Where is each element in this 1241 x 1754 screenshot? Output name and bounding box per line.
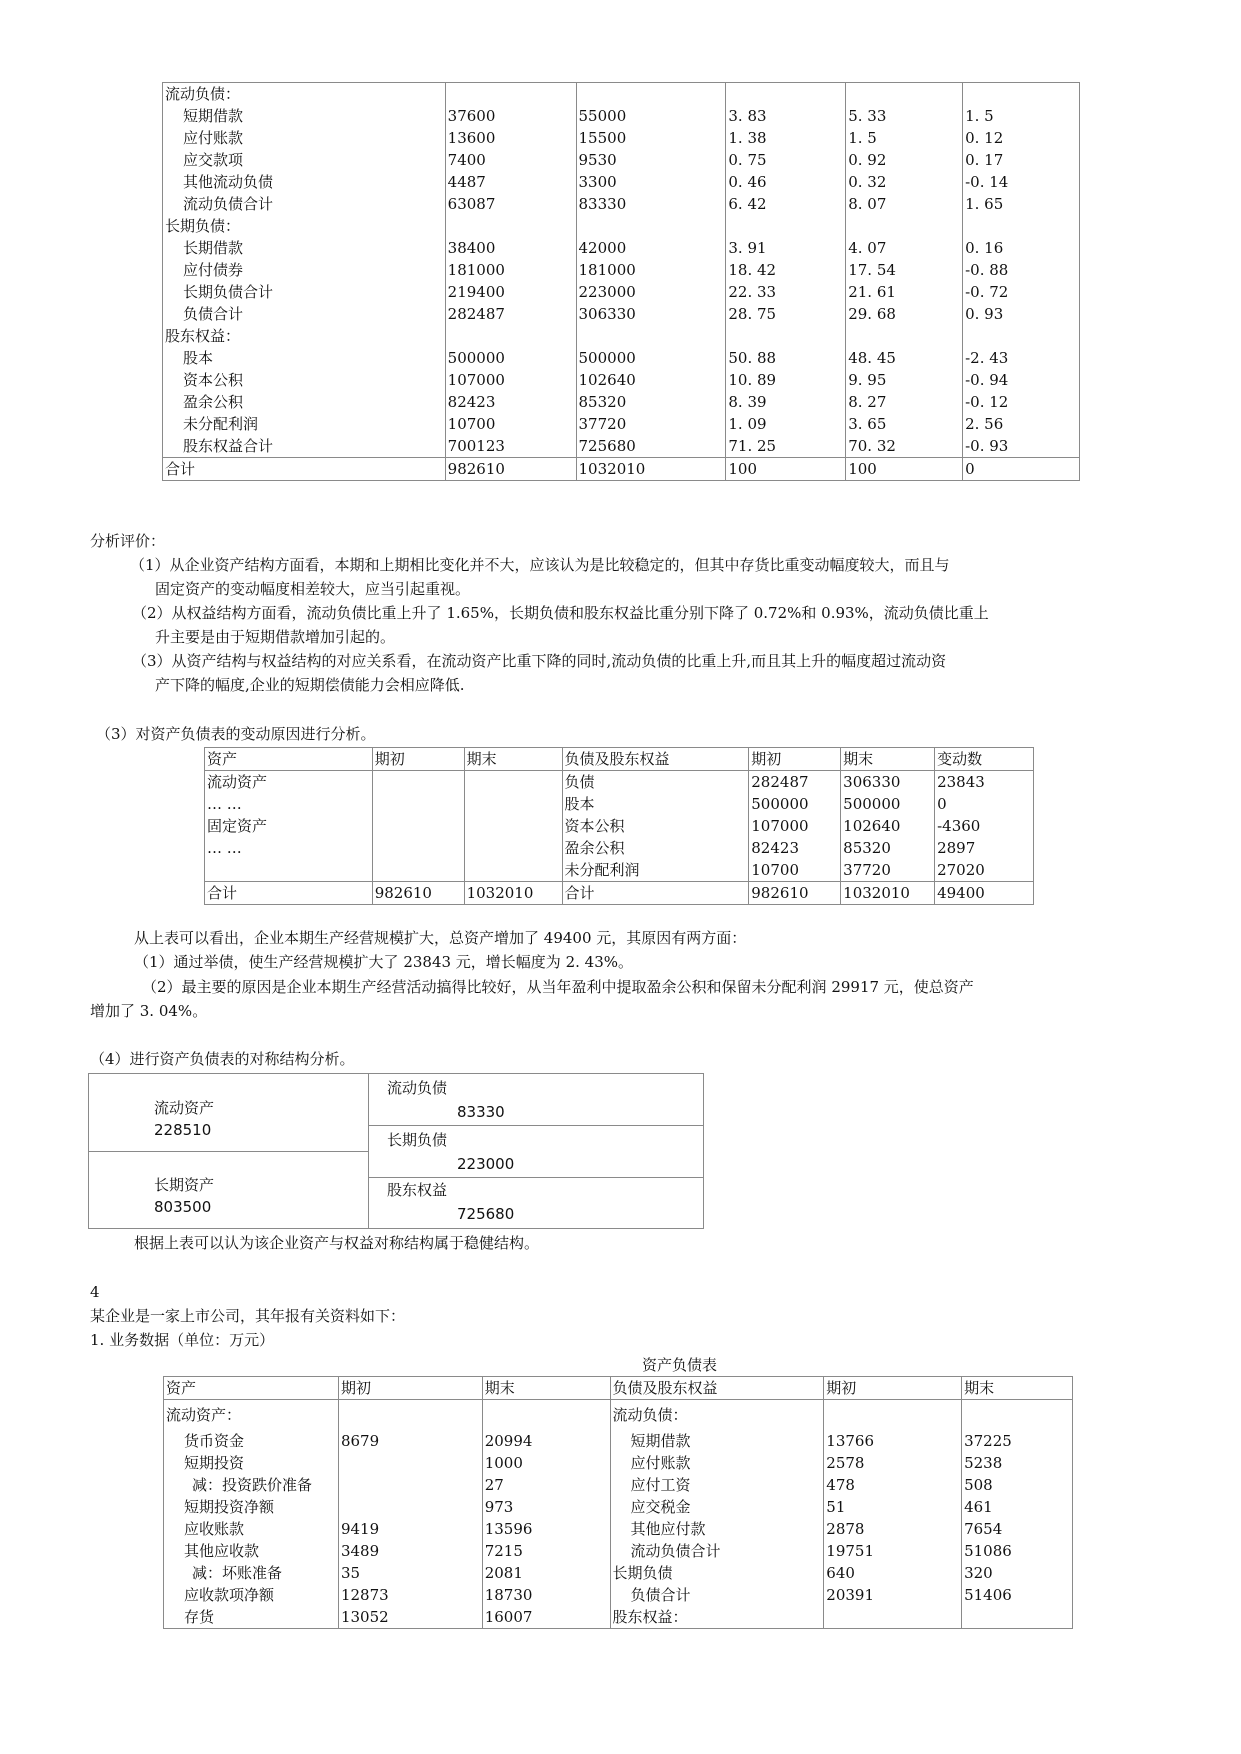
table-row xyxy=(163,281,1080,303)
cell-value xyxy=(963,325,1080,347)
balance-sheet-table xyxy=(163,1376,1073,1629)
cell-value: 5. 33 xyxy=(846,105,963,127)
cell-value: 0. 46 xyxy=(726,171,846,193)
cell-value: -0. 72 xyxy=(963,281,1080,303)
row-label: 股东权益合计 xyxy=(163,435,446,458)
table-row xyxy=(205,815,1034,837)
header-row xyxy=(164,1377,1073,1400)
empty-cell xyxy=(372,815,464,837)
long-assets-value: 803500 xyxy=(154,1198,212,1216)
column-header: 期末 xyxy=(962,1377,1073,1400)
cell-value: 982610 xyxy=(445,458,576,481)
cell-value: 282487 xyxy=(445,303,576,325)
column-header: 资产 xyxy=(205,748,373,771)
cell-value: 3. 65 xyxy=(846,413,963,435)
table-row xyxy=(164,1496,1073,1518)
table-row xyxy=(163,347,1080,369)
section4-heading: （4）进行资产负债表的对称结构分析。 xyxy=(90,1050,355,1068)
change-analysis-table xyxy=(204,747,1034,905)
section3-text3: （2）最主要的原因是企业本期生产经营活动搞得比较好，从当年盈利中提取盈余公积和保留未分配利润 29917 元，使总资产 xyxy=(142,978,974,996)
cell-value: 973 xyxy=(482,1496,610,1518)
table-row xyxy=(163,149,1080,171)
empty-cell xyxy=(372,771,464,794)
cell-value: 18730 xyxy=(482,1584,610,1606)
cell-value: 13600 xyxy=(445,127,576,149)
cell-value: 流动资产： xyxy=(164,1400,339,1427)
cell-value: -0. 88 xyxy=(963,259,1080,281)
table-row xyxy=(164,1562,1073,1584)
cell-value xyxy=(963,83,1080,106)
cell-value xyxy=(963,215,1080,237)
cell-value: 37720 xyxy=(576,413,726,435)
cell-value: 500000 xyxy=(749,793,841,815)
cell-value: 盈余公积 xyxy=(562,837,749,859)
cell-value: 减：坏账准备 xyxy=(164,1562,339,1584)
cell-value: 100 xyxy=(726,458,846,481)
cell-value: 0. 16 xyxy=(963,237,1080,259)
cell-value: 107000 xyxy=(445,369,576,391)
cell-value: 725680 xyxy=(576,435,726,458)
cell-value: 35 xyxy=(338,1562,482,1584)
cell-value: 0. 17 xyxy=(963,149,1080,171)
column-header: 期末 xyxy=(464,748,562,771)
column-header: 期末 xyxy=(482,1377,610,1400)
column-header: 期初 xyxy=(338,1377,482,1400)
section3-heading: （3）对资产负债表的变动原因进行分析。 xyxy=(96,725,376,743)
cell-value: 3489 xyxy=(338,1540,482,1562)
cell-value: 50. 88 xyxy=(726,347,846,369)
table-row xyxy=(164,1400,1073,1427)
table-row xyxy=(164,1452,1073,1474)
table-row xyxy=(164,1426,1073,1452)
cell-value: 应交税金 xyxy=(610,1496,824,1518)
cell-value: 82423 xyxy=(445,391,576,413)
column-header: 期初 xyxy=(824,1377,962,1400)
analysis-p3: （3）从资产结构与权益结构的对应关系看，在流动资产比重下降的同时,流动负债的比重上升,而且其上升的幅度超过流动资 xyxy=(132,652,947,670)
row-label: 流动负债： xyxy=(163,83,446,106)
cell-value: 流动负债合计 xyxy=(610,1540,824,1562)
cell-value: 0. 75 xyxy=(726,149,846,171)
row-label: 应付账款 xyxy=(163,127,446,149)
section3-text2: （1）通过举债，使生产经营规模扩大了 23843 元，增长幅度为 2. 43%。 xyxy=(134,953,633,971)
cell-value: 100 xyxy=(846,458,963,481)
column-header: 负债及股东权益 xyxy=(562,748,749,771)
cell-value: 15500 xyxy=(576,127,726,149)
cell-value: 102640 xyxy=(576,369,726,391)
cell-value: 7400 xyxy=(445,149,576,171)
cell-value: 资本公积 xyxy=(562,815,749,837)
cell-value: 9419 xyxy=(338,1518,482,1540)
cell-value xyxy=(576,325,726,347)
cell-value: 500000 xyxy=(576,347,726,369)
table-row xyxy=(163,193,1080,215)
table-row xyxy=(163,127,1080,149)
cell-value xyxy=(846,215,963,237)
cell-value xyxy=(338,1452,482,1474)
cell-value: 长期负债 xyxy=(610,1562,824,1584)
cell-value: 2878 xyxy=(824,1518,962,1540)
cell-value: 21. 61 xyxy=(846,281,963,303)
asset-cell: 流动资产 xyxy=(205,771,373,794)
cell-value: 应付账款 xyxy=(610,1452,824,1474)
row-label: 其他流动负债 xyxy=(163,171,446,193)
cell-value: 9. 95 xyxy=(846,369,963,391)
cell-value: -0. 93 xyxy=(963,435,1080,458)
column-header: 期初 xyxy=(372,748,464,771)
cell-value: 合计 xyxy=(205,882,373,905)
cell-value: 股本 xyxy=(562,793,749,815)
cell-value xyxy=(576,83,726,106)
cell-value: 20391 xyxy=(824,1584,962,1606)
cell-value: 640 xyxy=(824,1562,962,1584)
cell-value: 13596 xyxy=(482,1518,610,1540)
cell-value: 存货 xyxy=(164,1606,339,1629)
cell-value: 1032010 xyxy=(841,882,935,905)
table-row xyxy=(164,1518,1073,1540)
cell-value: 22. 33 xyxy=(726,281,846,303)
cell-value: 1000 xyxy=(482,1452,610,1474)
row-label: 应交款项 xyxy=(163,149,446,171)
column-header: 负债及股东权益 xyxy=(610,1377,824,1400)
cell-value: 其他应收款 xyxy=(164,1540,339,1562)
table-row xyxy=(163,325,1080,347)
cell-value xyxy=(726,83,846,106)
cell-value: 63087 xyxy=(445,193,576,215)
cell-value: 27020 xyxy=(935,859,1034,882)
cell-value: 219400 xyxy=(445,281,576,303)
analysis-heading: 分析评价： xyxy=(90,532,166,550)
cell-value: 3. 91 xyxy=(726,237,846,259)
cell-value: 982610 xyxy=(372,882,464,905)
cell-value: 85320 xyxy=(576,391,726,413)
cell-value: 短期借款 xyxy=(610,1426,824,1452)
cell-value: 0. 12 xyxy=(963,127,1080,149)
cell-value: 股东权益： xyxy=(610,1606,824,1629)
row-label: 流动负债合计 xyxy=(163,193,446,215)
cell-value: 4. 07 xyxy=(846,237,963,259)
row-label: 长期负债合计 xyxy=(163,281,446,303)
cell-value: 51086 xyxy=(962,1540,1073,1562)
long-assets-label: 长期资产 xyxy=(154,1176,215,1194)
cell-value xyxy=(726,325,846,347)
cell-value: -0. 14 xyxy=(963,171,1080,193)
cell-value xyxy=(846,83,963,106)
cell-value: 3300 xyxy=(576,171,726,193)
cell-value: 1032010 xyxy=(464,882,562,905)
table-row xyxy=(205,793,1034,815)
row-label: 股本 xyxy=(163,347,446,369)
cell-value: 合计 xyxy=(562,882,749,905)
cell-value: 83330 xyxy=(576,193,726,215)
table-row xyxy=(163,303,1080,325)
problem-number: 4 xyxy=(90,1283,100,1301)
long-liab-label: 长期负债 xyxy=(387,1131,448,1149)
column-header: 期初 xyxy=(749,748,841,771)
analysis-p1-cont: 固定资产的变动幅度相差较大，应当引起重视。 xyxy=(155,580,471,598)
current-assets-label: 流动资产 xyxy=(154,1099,215,1117)
empty-cell xyxy=(464,771,562,794)
cell-value: 28. 75 xyxy=(726,303,846,325)
cell-value: 8. 27 xyxy=(846,391,963,413)
analysis-p2-cont: 升主要是由于短期借款增加引起的。 xyxy=(155,628,396,646)
long-liab-value: 223000 xyxy=(457,1155,515,1173)
empty-cell xyxy=(372,837,464,859)
cell-value: 51406 xyxy=(962,1584,1073,1606)
cell-value: 1. 09 xyxy=(726,413,846,435)
cell-value: 12873 xyxy=(338,1584,482,1606)
cell-value xyxy=(338,1496,482,1518)
table-row xyxy=(163,391,1080,413)
cell-value: 70. 32 xyxy=(846,435,963,458)
cell-value: 8. 07 xyxy=(846,193,963,215)
cell-value: 8. 39 xyxy=(726,391,846,413)
equity-value: 725680 xyxy=(457,1205,515,1223)
cell-value: 8679 xyxy=(338,1426,482,1452)
cell-value: 700123 xyxy=(445,435,576,458)
cell-value: 0. 32 xyxy=(846,171,963,193)
cell-value: 982610 xyxy=(749,882,841,905)
cell-value: 223000 xyxy=(576,281,726,303)
cell-value: 20994 xyxy=(482,1426,610,1452)
table-row xyxy=(164,1606,1073,1629)
liability-structure-table xyxy=(162,82,1080,481)
cell-value: 18. 42 xyxy=(726,259,846,281)
current-liab-value: 83330 xyxy=(457,1103,505,1121)
cell-value: 应收款项净额 xyxy=(164,1584,339,1606)
section3-text1: 从上表可以看出，企业本期生产经营规模扩大，总资产增加了 49400 元，其原因有两方面： xyxy=(134,929,747,947)
cell-value: 9530 xyxy=(576,149,726,171)
cell-value: 500000 xyxy=(841,793,935,815)
cell-value: 37225 xyxy=(962,1426,1073,1452)
table-row xyxy=(205,859,1034,882)
problem-sub: 1. 业务数据（单位：万元） xyxy=(90,1331,275,1349)
cell-value: 其他应付款 xyxy=(610,1518,824,1540)
cell-value: 51 xyxy=(824,1496,962,1518)
cell-value: -0. 94 xyxy=(963,369,1080,391)
cell-value: 10700 xyxy=(749,859,841,882)
empty-cell xyxy=(372,793,464,815)
cell-value xyxy=(445,83,576,106)
cell-value: 508 xyxy=(962,1474,1073,1496)
empty-cell xyxy=(464,815,562,837)
cell-value: 7215 xyxy=(482,1540,610,1562)
asset-cell xyxy=(205,859,373,882)
cell-value: 37600 xyxy=(445,105,576,127)
table-row xyxy=(163,215,1080,237)
balance-sheet-caption: 资产负债表 xyxy=(642,1356,718,1374)
asset-cell: … … xyxy=(205,793,373,815)
cell-value: 27 xyxy=(482,1474,610,1496)
header-row xyxy=(205,748,1034,771)
cell-value xyxy=(445,325,576,347)
cell-value: 49400 xyxy=(935,882,1034,905)
cell-value: 48. 45 xyxy=(846,347,963,369)
cell-value: 82423 xyxy=(749,837,841,859)
total-row xyxy=(163,458,1080,481)
cell-value: 2081 xyxy=(482,1562,610,1584)
cell-value: 应付工资 xyxy=(610,1474,824,1496)
cell-value: 短期投资净额 xyxy=(164,1496,339,1518)
empty-cell xyxy=(464,793,562,815)
row-label: 资本公积 xyxy=(163,369,446,391)
section4-conclusion: 根据上表可以认为该企业资产与权益对称结构属于稳健结构。 xyxy=(134,1234,540,1252)
cell-value: 478 xyxy=(824,1474,962,1496)
cell-value: 500000 xyxy=(445,347,576,369)
equity-label: 股东权益 xyxy=(387,1181,448,1199)
cell-value: 19751 xyxy=(824,1540,962,1562)
cell-value: 2897 xyxy=(935,837,1034,859)
cell-value xyxy=(726,215,846,237)
cell-value: 282487 xyxy=(749,771,841,794)
cell-value: 17. 54 xyxy=(846,259,963,281)
cell-value xyxy=(962,1400,1073,1427)
cell-value: 16007 xyxy=(482,1606,610,1629)
cell-value: 3. 83 xyxy=(726,105,846,127)
row-label: 短期借款 xyxy=(163,105,446,127)
cell-value: 13052 xyxy=(338,1606,482,1629)
cell-value: 10. 89 xyxy=(726,369,846,391)
cell-value: 减：投资跌价准备 xyxy=(164,1474,339,1496)
cell-value: 短期投资 xyxy=(164,1452,339,1474)
cell-value xyxy=(576,215,726,237)
cell-value: 102640 xyxy=(841,815,935,837)
table-row xyxy=(163,83,1080,106)
asset-cell: … … xyxy=(205,837,373,859)
cell-value: 应收账款 xyxy=(164,1518,339,1540)
analysis-p1: （1）从企业资产结构方面看，本期和上期相比变化并不大，应该认为是比较稳定的，但其中存货比重变动幅度较大，而且与 xyxy=(130,556,950,574)
cell-value: 37720 xyxy=(841,859,935,882)
cell-value: 2. 56 xyxy=(963,413,1080,435)
cell-value: 181000 xyxy=(445,259,576,281)
cell-value: 1. 65 xyxy=(963,193,1080,215)
section3-text3-cont: 增加了 3. 04%。 xyxy=(90,1002,208,1020)
cell-value: 107000 xyxy=(749,815,841,837)
row-label: 盈余公积 xyxy=(163,391,446,413)
table-row xyxy=(163,237,1080,259)
cell-value: 1. 5 xyxy=(963,105,1080,127)
cell-value xyxy=(824,1400,962,1427)
cell-value: -0. 12 xyxy=(963,391,1080,413)
cell-value: 71. 25 xyxy=(726,435,846,458)
row-label: 应付债券 xyxy=(163,259,446,281)
cell-value: -2. 43 xyxy=(963,347,1080,369)
cell-value: 10700 xyxy=(445,413,576,435)
cell-value: 29. 68 xyxy=(846,303,963,325)
row-label: 长期借款 xyxy=(163,237,446,259)
cell-value: 42000 xyxy=(576,237,726,259)
table-row xyxy=(205,771,1034,794)
cell-value xyxy=(338,1474,482,1496)
cell-value: 流动负债： xyxy=(610,1400,824,1427)
total-row xyxy=(205,882,1034,905)
cell-value: 306330 xyxy=(576,303,726,325)
cell-value xyxy=(445,215,576,237)
cell-value: 负债 xyxy=(562,771,749,794)
symmetric-structure-table xyxy=(88,1073,704,1229)
row-label: 长期负债： xyxy=(163,215,446,237)
analysis-p2: （2）从权益结构方面看，流动负债比重上升了 1.65%，长期负债和股东权益比重分别下降了 0.72%和 0.93%，流动负债比重上 xyxy=(132,604,989,622)
table-row xyxy=(164,1474,1073,1496)
empty-cell xyxy=(372,859,464,882)
row-label: 负债合计 xyxy=(163,303,446,325)
cell-value: 负债合计 xyxy=(610,1584,824,1606)
table-row xyxy=(164,1584,1073,1606)
column-header: 期末 xyxy=(841,748,935,771)
cell-value xyxy=(962,1606,1073,1629)
column-header: 变动数 xyxy=(935,748,1034,771)
cell-value xyxy=(482,1400,610,1427)
cell-value: 6. 42 xyxy=(726,193,846,215)
cell-value: 85320 xyxy=(841,837,935,859)
table-row xyxy=(163,413,1080,435)
cell-value: 未分配利润 xyxy=(562,859,749,882)
cell-value: 4487 xyxy=(445,171,576,193)
cell-value: 0. 93 xyxy=(963,303,1080,325)
row-label: 合计 xyxy=(163,458,446,481)
table-row xyxy=(164,1540,1073,1562)
table-row xyxy=(205,837,1034,859)
table-row xyxy=(163,369,1080,391)
cell-value: 2578 xyxy=(824,1452,962,1474)
analysis-p3-cont: 产下降的幅度,企业的短期偿债能力会相应降低. xyxy=(155,676,465,694)
asset-cell: 固定资产 xyxy=(205,815,373,837)
current-assets-value: 228510 xyxy=(154,1121,212,1139)
empty-cell xyxy=(464,837,562,859)
cell-value: 1032010 xyxy=(576,458,726,481)
cell-value: 0. 92 xyxy=(846,149,963,171)
cell-value: 0 xyxy=(963,458,1080,481)
cell-value: 38400 xyxy=(445,237,576,259)
table-row xyxy=(163,171,1080,193)
cell-value xyxy=(824,1606,962,1629)
cell-value: 5238 xyxy=(962,1452,1073,1474)
table-row xyxy=(163,259,1080,281)
cell-value: 55000 xyxy=(576,105,726,127)
current-liab-label: 流动负债 xyxy=(387,1079,448,1097)
cell-value: 306330 xyxy=(841,771,935,794)
cell-value: 23843 xyxy=(935,771,1034,794)
cell-value xyxy=(338,1400,482,1427)
cell-value: 320 xyxy=(962,1562,1073,1584)
empty-cell xyxy=(464,859,562,882)
problem-intro: 某企业是一家上市公司，其年报有关资料如下： xyxy=(90,1307,406,1325)
table-row xyxy=(163,105,1080,127)
cell-value: 181000 xyxy=(576,259,726,281)
cell-value: 货币资金 xyxy=(164,1426,339,1452)
cell-value: -4360 xyxy=(935,815,1034,837)
row-label: 未分配利润 xyxy=(163,413,446,435)
table-row xyxy=(163,435,1080,458)
cell-value: 7654 xyxy=(962,1518,1073,1540)
row-label: 股东权益： xyxy=(163,325,446,347)
cell-value: 1. 5 xyxy=(846,127,963,149)
column-header: 资产 xyxy=(164,1377,339,1400)
cell-value xyxy=(846,325,963,347)
cell-value: 13766 xyxy=(824,1426,962,1452)
cell-value: 461 xyxy=(962,1496,1073,1518)
cell-value: 0 xyxy=(935,793,1034,815)
cell-value: 1. 38 xyxy=(726,127,846,149)
